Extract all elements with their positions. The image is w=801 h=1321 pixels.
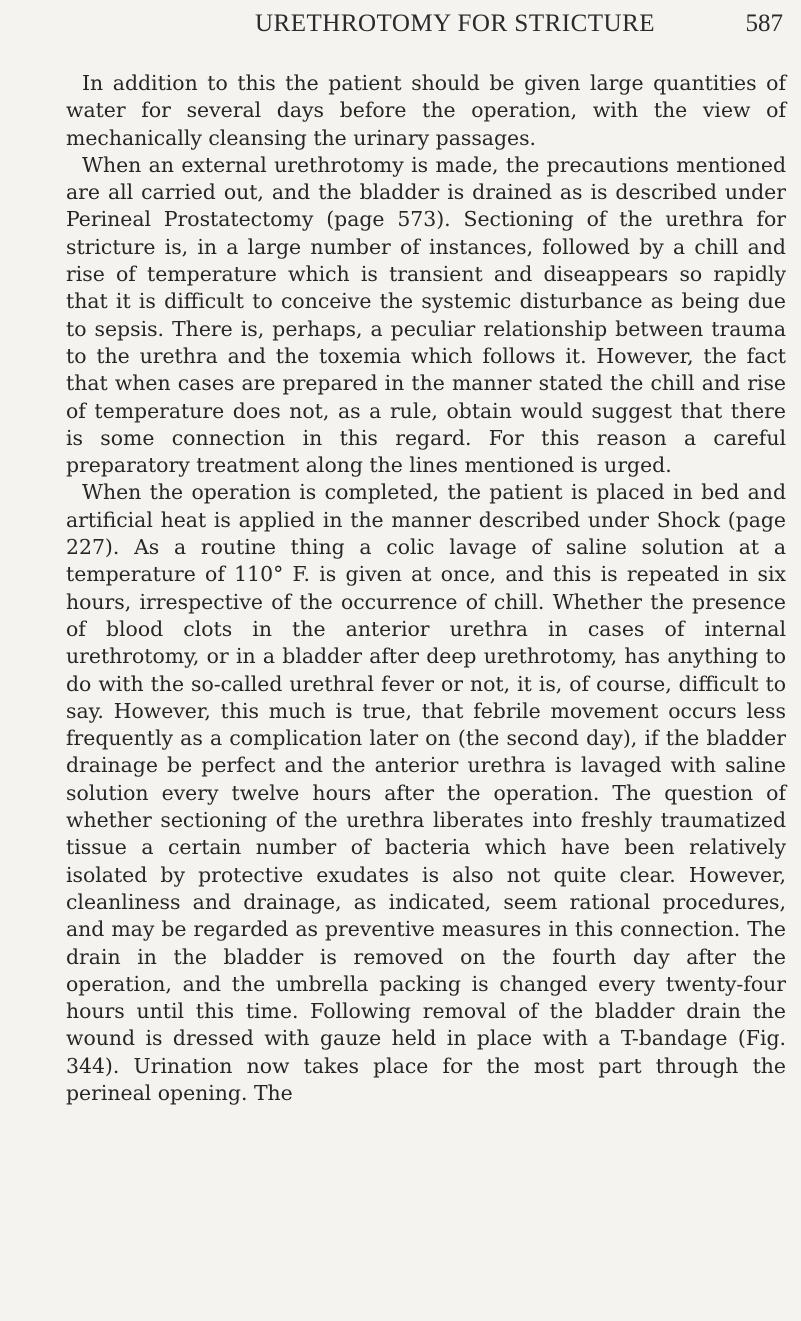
page-header xyxy=(0,10,801,40)
running-head: URETHROTOMY FOR STRICTURE xyxy=(255,10,656,37)
body-text xyxy=(66,70,786,1107)
paragraph: When an external urethrotomy is made, the precautions mentioned are all carried out, and the bladder is drained as is described under Perineal Prostatectomy (page 573). Sectioning of the urethra for stricture is, in a large number of instances, followed by a chill and rise of temperature which is transient and diseappears so rapidly that it is difficult to conceive the systemic disturbance as being due to sepsis. There is, perhaps, a peculiar relationship between trauma to the urethra and the toxemia which follows it. However, the fact that when cases are prepared in the manner stated the chill and rise of temperature does not, as a rule, obtain would suggest that there is some connection in this regard. For this reason a careful preparatory treatment along the lines mentioned is urged. xyxy=(66,152,786,478)
paragraph: In addition to this the patient should be given large quantities of water for several days before the operation, with the view of mechanically cleansing the urinary passages. xyxy=(66,71,786,150)
paragraph: When the operation is completed, the patient is placed in bed and artificial heat is applied in the manner described under Shock (page 227). As a routine thing a colic lavage of saline solution at a temperature of 110° F. is given at once, and this is repeated in six hours, irrespective of the occurrence of chill. Whether the presence of blood clots in the anterior urethra in cases of internal urethrotomy, or in a bladder after deep urethrotomy, has anything to do with the so-called urethral fever or not, it is, of course, difficult to say. However, this much is true, that febrile movement occurs less frequently as a complication later on (the second day), if the bladder drainage be perfect and the anterior urethra is lavaged with saline solution every twelve hours after the operation. The question of whether sectioning of the urethra liberates into freshly traumatized tissue a certain number of bacteria which have been relatively isolated by protective exudates is also not quite clear. However, cleanliness and drainage, as indicated, seem rational procedures, and may be regarded as preventive measures in this connection. The drain in the bladder is removed on the fourth day after the operation, and the umbrella packing is changed every twenty-four hours until this time. Following removal of the bladder drain the wound is dressed with gauze held in place with a T-bandage (Fig. 344). Urination now takes place for the most part through the perineal opening. The xyxy=(66,480,786,1105)
page-number: 587 xyxy=(745,10,783,37)
